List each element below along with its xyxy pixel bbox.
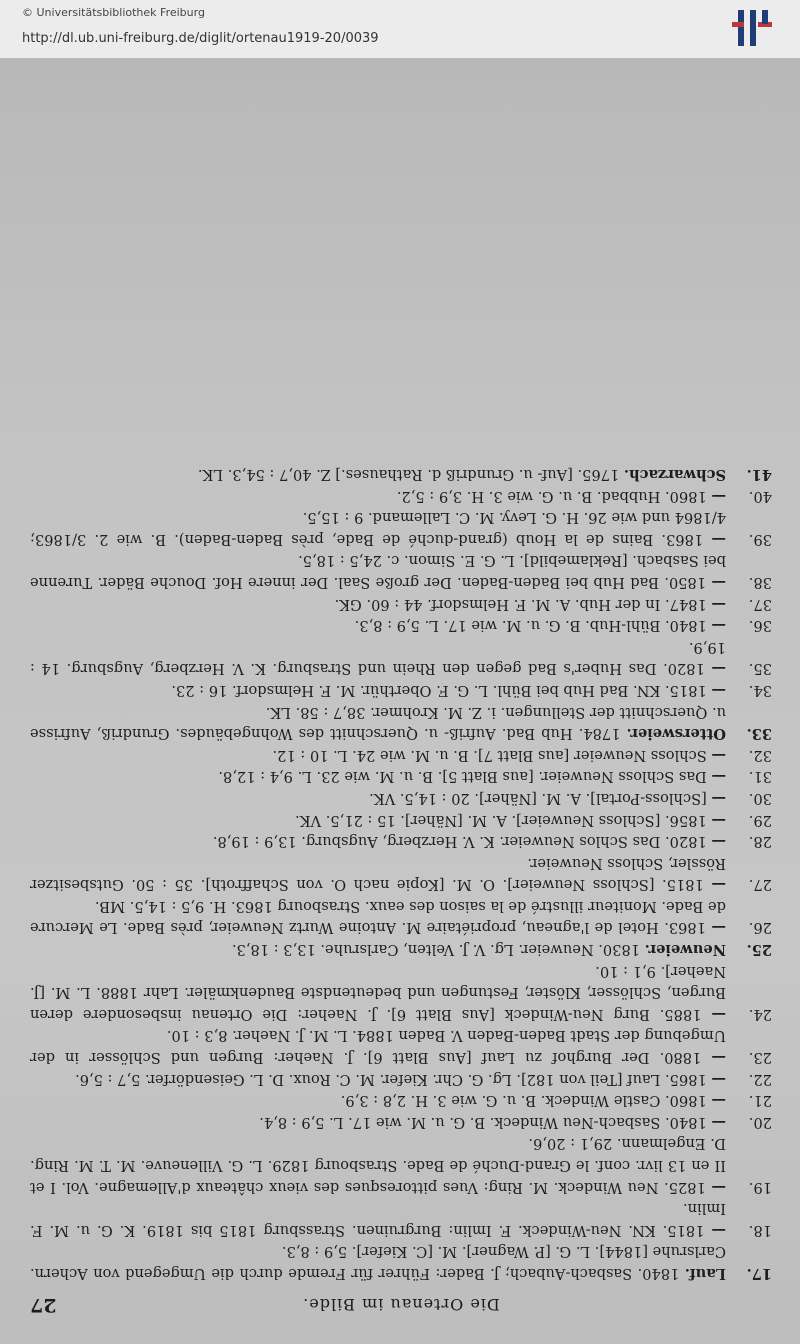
entry-number: 18. <box>748 1221 772 1239</box>
entry-text <box>30 831 726 853</box>
catalogue-entry <box>30 679 772 701</box>
entry-place: — <box>711 1049 726 1067</box>
entry-text <box>30 809 726 831</box>
entry-description: Das Schloss Neuweier. [aus Blatt 5]. B. u. M. wie 23. L. 9,4 : 12,8. <box>218 768 707 786</box>
scanned-page <box>0 58 800 1344</box>
catalogue-entry <box>30 701 772 744</box>
entry-text <box>30 852 726 895</box>
catalogue-entry <box>30 809 772 831</box>
entry-number: 21. <box>748 1092 772 1110</box>
entry-place: — <box>711 1070 726 1088</box>
running-title: Die Ortenau im Bilde. <box>302 1295 500 1314</box>
entry-place: — <box>711 1113 726 1131</box>
entry-number: 20. <box>748 1113 772 1131</box>
permalink-url[interactable]: http://dl.ub.uni-freiburg.de/diglit/ortenau1919-20/0039 <box>22 31 379 46</box>
entry-description: [Schloss-Portal]. A. M. [Näher]. 20 : 14,5. VK. <box>369 789 707 807</box>
entry-description: 1865. Lauf [Teil von 182]. Lg. G. Chr. Kiefer. M. C. Roux. D. L. Geisendörfer. 5,7 : 5,6. <box>75 1070 707 1088</box>
entry-place: — <box>711 487 726 505</box>
entry-description: 1815. [Schloss Neuweier]. O. M. [Kopie nach O. von Schaffroth]. 35 : 50. Gutsbesitzer Rössler, Schloss Neuweier. <box>30 854 726 894</box>
entry-text <box>30 1068 726 1090</box>
catalogue-entry <box>30 1241 772 1284</box>
entry-place: — <box>711 617 726 635</box>
entry-description: 1820. Das Schlos Neuweier. K. V. Herzberg, Augsburg. 13,9 : 19,8. <box>212 833 707 851</box>
catalogue-entry <box>30 485 772 507</box>
entry-number: 19. <box>748 1178 772 1196</box>
viewer-banner <box>0 0 800 59</box>
entry-place: — <box>711 876 726 894</box>
catalogue-entry <box>30 1025 772 1068</box>
entry-number: 25. <box>746 941 772 959</box>
entry-description: 1880. Der Burghof zu Lauf [Aus Blatt 6]. J. Naeher: Burgen und Schlösser in der Umgebung der Stadt Baden-Baden V. Baden 1884. L. M. J. Naeher. 8,3 : 10. <box>30 1027 726 1067</box>
catalogue-entry <box>30 615 772 637</box>
entry-text <box>30 939 726 961</box>
entry-description: 1840. Sasbach-Neu Windeck. B. G. u. M. wie 17. L. 5,9 : 8,4. <box>259 1113 707 1131</box>
entry-number: 27. <box>748 876 772 894</box>
catalogue-entry <box>30 939 772 961</box>
entry-text <box>30 1111 726 1133</box>
entry-number: 35. <box>748 660 772 678</box>
entry-description: 1765. [Auf- u. Grundriß d. Rathauses.] Z. 40,7 : 54,3. LK. <box>197 466 620 484</box>
entry-description: 1850. Bad Hub bei Baden-Baden. Der große Saal. Der innere Hof. Douche Bäder. Turenne bei Sasbach. [Reklamebild]. L. G. E. Simon. c. 24,5 : 18,5. <box>30 552 726 591</box>
entry-description: 1840. Sasbach-Aubach; J. Bader: Führer für Fremde durch die Umgegend von Achern. Carlsruhe [1844]. L. G. [P. Wagner]. M. [C. Kiefer]. 5,9 : 8,3. <box>30 1243 726 1282</box>
entry-text <box>30 1090 726 1112</box>
catalogue-entry <box>30 463 772 485</box>
entry-place: — <box>711 789 726 807</box>
entry-text <box>30 960 726 1025</box>
entry-place: Schwarzach. <box>623 466 726 484</box>
entry-text <box>30 636 726 679</box>
catalogue-entry <box>30 895 772 938</box>
entry-place: — <box>711 1092 726 1110</box>
entry-number: 31. <box>748 768 772 786</box>
entry-place: — <box>711 530 726 548</box>
entry-place: — <box>711 1005 726 1023</box>
entry-text <box>30 507 726 550</box>
catalogue-entry <box>30 1198 772 1241</box>
entry-description: Schloss Neuweier [aus Blatt 7]. B. u. M. wie 24. L. 10 : 12. <box>272 746 707 764</box>
library-logo-icon <box>732 6 778 48</box>
entry-text <box>30 1025 726 1068</box>
entry-number: 28. <box>748 833 772 851</box>
entry-text <box>30 550 726 593</box>
entry-description: 1784. Hub Bad. Aufriß- u. Querschnitt des Wohngebäudes. Grundriß, Aufrisse u. Querschnitt der Stellungen. i. Z. M. Krohmer. 38,7 : 58. LK. <box>30 703 726 743</box>
catalogue-entry <box>30 960 772 1025</box>
catalogue-entry <box>30 1068 772 1090</box>
catalogue-entry <box>30 852 772 895</box>
entry-number: 41. <box>746 466 772 484</box>
entry-text <box>30 1198 726 1241</box>
entry-text <box>30 787 726 809</box>
entry-text <box>30 1133 726 1198</box>
entry-place: — <box>711 574 726 591</box>
entry-text <box>30 593 726 615</box>
entry-place: Lauf. <box>684 1265 726 1282</box>
catalogue-entry <box>30 593 772 615</box>
entry-description: 1840. Bühl-Hub. B. G. u. M. wie 17. L. 5,9 : 8,3. <box>354 617 707 635</box>
entry-place: Ottersweier. <box>626 725 726 743</box>
entry-number: 32. <box>748 746 772 764</box>
entry-number: 30. <box>748 789 772 807</box>
entry-description: 1860. Hubbad. B. u. G. wie 3. H. 3,9 : 5,2. <box>396 487 707 505</box>
entry-description: 1863. Bains de la Houb (grand-duché de Bade, près Baden-Baden). B. wie 2. 3/1863; 4/1864 und wie 26. H. G. Levy. M. C. Lallemand. 9 : 15,5. <box>30 509 726 548</box>
entry-place: — <box>711 595 726 613</box>
entry-number: 26. <box>748 919 772 937</box>
entry-place: Neuweier. <box>644 941 726 959</box>
entry-text <box>30 701 726 744</box>
entry-number: 17. <box>746 1265 772 1282</box>
entry-number: 22. <box>748 1070 772 1088</box>
catalogue-entry <box>30 550 772 593</box>
entry-number: 38. <box>748 574 772 591</box>
catalogue-entry <box>30 507 772 550</box>
entry-place: — <box>711 1221 726 1239</box>
entry-text <box>30 744 726 766</box>
entry-description: 1856. [Schloss Neuweier]. A. M. [Näher]. 15 : 21,5. VK. <box>295 811 707 829</box>
entry-text <box>30 766 726 788</box>
entry-number: 29. <box>748 811 772 829</box>
entry-place: — <box>711 833 726 851</box>
entry-place: — <box>711 768 726 786</box>
entry-number: 33. <box>746 725 772 743</box>
catalogue-entry <box>30 744 772 766</box>
entry-text <box>30 485 726 507</box>
entry-place: — <box>711 811 726 829</box>
copyright-notice: © Universitätsbibliothek Freiburg <box>22 6 205 19</box>
entry-number: 39. <box>748 530 772 548</box>
catalogue-entry <box>30 1111 772 1133</box>
entry-number: 40. <box>748 487 772 505</box>
page-header <box>30 1286 772 1316</box>
entry-place: — <box>711 919 726 937</box>
entry-description: 1820. Das Huber's Bad gegen den Rhein und Strasburg. K. V. Herzberg, Augsburg. 14 : 19,9. <box>30 638 726 678</box>
entry-place: — <box>711 1178 726 1196</box>
entry-text <box>30 895 726 938</box>
entry-text <box>30 1241 726 1284</box>
entry-text <box>30 615 726 637</box>
entry-description: 1860. Castle Windeck. B. u. G. wie 3. H. 2,8 : 3,9. <box>340 1092 707 1110</box>
page-content-upside-down <box>0 58 800 1344</box>
entry-place: — <box>711 660 726 678</box>
entry-description: 1830. Neuweier. Lg. V. J. Velten, Carlsruhe. 13,3 : 18,3. <box>231 941 641 959</box>
catalogue-entry <box>30 787 772 809</box>
catalogue-entry <box>30 1133 772 1198</box>
catalogue-entry <box>30 636 772 679</box>
entry-place: — <box>711 746 726 764</box>
entry-description: 1847. In der Hub. A. M. F. Helmsdorf. 44 : 60. GK. <box>334 595 707 613</box>
catalogue-entry <box>30 1090 772 1112</box>
entry-place: — <box>711 681 726 699</box>
entry-number: 23. <box>748 1049 772 1067</box>
catalogue-entry <box>30 831 772 853</box>
entry-description: 1815. KN. Bad Hub bei Bühl. L. G. F. Oberthür. M. F. Helmsdorf. 16 : 23. <box>171 681 707 699</box>
entry-text <box>30 679 726 701</box>
entry-description: 1863. Hotel de l'agneau, propriétaire M. Antoine Wurtz Neuweier, près Bade. Le Mercure de Bade. Moniteur illustré de la saison des eaux. Strasbourg 1863. H. 9,5 : 14,5. MB. <box>30 897 726 937</box>
entry-description: 1825. Neu Windeck. M. Ring: Vues pittoresques des vieux châteaux d'Allemagne. Vol. I et II en 13 livr. conf. le Grand-Duché de Bade. Strasbourg 1829. L. G. Villeneuve. M. T. M. Ring. D. Engelmann. 29,1 : 20,6. <box>30 1135 726 1196</box>
entry-number: 37. <box>748 595 772 613</box>
entry-description: 1815. KN. Neu-Windeck. F. Imlin: Burgruinen. Strassburg 1815 bis 1819. K. G. u. M. F. Imlin. <box>30 1200 726 1239</box>
catalogue-entries <box>30 463 772 1284</box>
entry-number: 34. <box>748 681 772 699</box>
entry-number: 24. <box>748 1005 772 1023</box>
entry-number: 36. <box>748 617 772 635</box>
entry-description: 1885. Burg Neu-Windeck [Aus Blatt 6]. J. Naeher: Die Ortenau insbesondere deren Burgen, Schlösser, Klöster, Festungen und bedeutendste Baudenkmäler. Lahr 1888. L. M. [J. Naeher]. 9,1 : 10. <box>30 962 726 1023</box>
entry-text <box>30 463 726 485</box>
catalogue-entry <box>30 766 772 788</box>
page-number: 27 <box>30 1294 57 1316</box>
